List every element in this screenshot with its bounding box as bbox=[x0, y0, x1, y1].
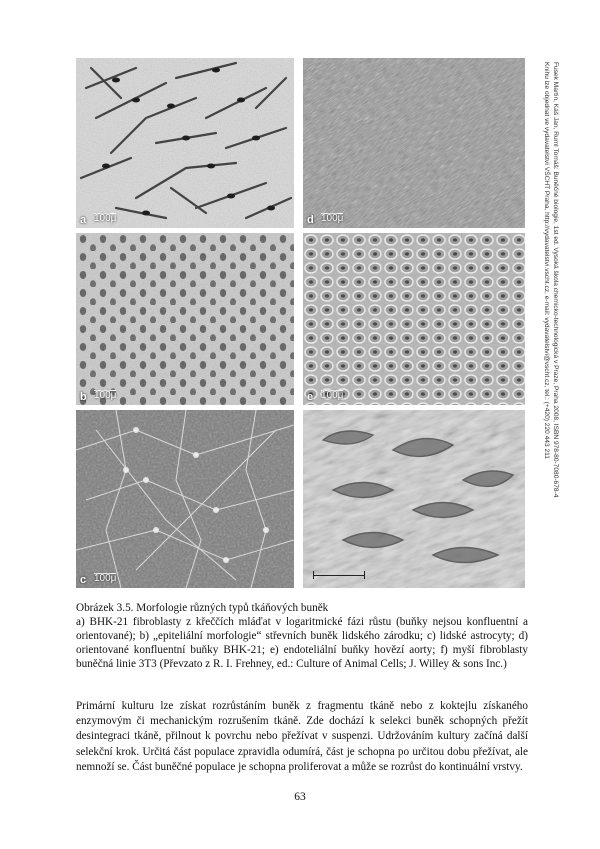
micrograph-b-image bbox=[76, 233, 294, 405]
body-paragraph: Primární kulturu lze získat rozrůstáním buněk z fragmentu tkáně nebo z koktejlu získaného enzymovým či mechanickým rozrušením tkáně. Zde dochází k selekci buněk schopných přežít desintegraci tkáně, přilnout k povrchu nebo přežívat v suspenzi. Udržováním kultury začíná další selekční krok. Určitá část populace zpravidla odumírá, část je schopna po určitou dobu přežívat, ale nemnoží se. Část buněčné populace je schopna proliferovat a může se rozrůst do kontinuální vrstvy. bbox=[76, 700, 528, 773]
micrograph-e bbox=[303, 233, 525, 405]
page-number: 63 bbox=[294, 791, 306, 803]
figure-caption-body: a) BHK-21 fibroblasty z křeččích mláďat v logaritmické fázi růstu (buňky nejsou konfluentní a orientované); b) „epiteliální morfologie“ střevních buněk lidského zárodku; c) lidské astrocyty; d) orientované konfluentní buňky BHK-21; e) endoteliální buňky hovězí aorty; f) myší fibroblasty buněčná linie 3T3 (Převzato z R. I. Frehney, ed.: Culture of Animal Cells; J. Willey & sons Inc.) bbox=[76, 616, 528, 670]
panel-letter-a: a bbox=[80, 214, 87, 226]
panel-letter-d: d bbox=[307, 214, 314, 226]
scale-label-d: 100μ bbox=[321, 213, 344, 224]
scale-label-b: 100μ bbox=[94, 390, 117, 401]
scale-label-e: 100μ bbox=[321, 390, 344, 401]
micrograph-e-image bbox=[303, 233, 525, 405]
micrograph-f bbox=[303, 410, 525, 588]
panel-letter-b: b bbox=[80, 391, 87, 403]
figure-caption bbox=[76, 601, 528, 671]
micrograph-b bbox=[76, 233, 294, 405]
side-citation bbox=[532, 62, 560, 582]
panel-letter-c: c bbox=[80, 574, 87, 586]
scale-label-a: 100μ bbox=[94, 213, 117, 224]
micrograph-a bbox=[76, 58, 294, 228]
side-citation-line-2: Knihu lze objednat ve vydavatelství VŠCHT Praha, http://vydavatelstvi.vscht.cz, e-mail: vydavatelstvi@vscht.cz, tel.: (+420) 220 443 211 bbox=[543, 62, 550, 459]
scale-bar-f bbox=[313, 575, 365, 576]
micrograph-a-image bbox=[76, 58, 294, 228]
scale-label-c: 100μ bbox=[94, 573, 117, 584]
micrograph-f-image bbox=[303, 410, 525, 588]
figure-caption-title: Obrázek 3.5. Morfologie různých typů tkáňových buněk bbox=[76, 602, 329, 614]
micrograph-c-image bbox=[76, 410, 294, 588]
side-citation-line-1: Fusek Martin, Káš Jan, Ruml Tomáš: Buněčné biologie, 1st ed. Vysoká škola chemicko-technologická v Praze, Praha 2008, ISBN 978-80-7080-678-4 bbox=[552, 62, 559, 498]
micrograph-d-image bbox=[303, 58, 525, 228]
micrograph-d bbox=[303, 58, 525, 228]
panel-letter-e: e bbox=[307, 391, 314, 403]
micrograph-c bbox=[76, 410, 294, 588]
